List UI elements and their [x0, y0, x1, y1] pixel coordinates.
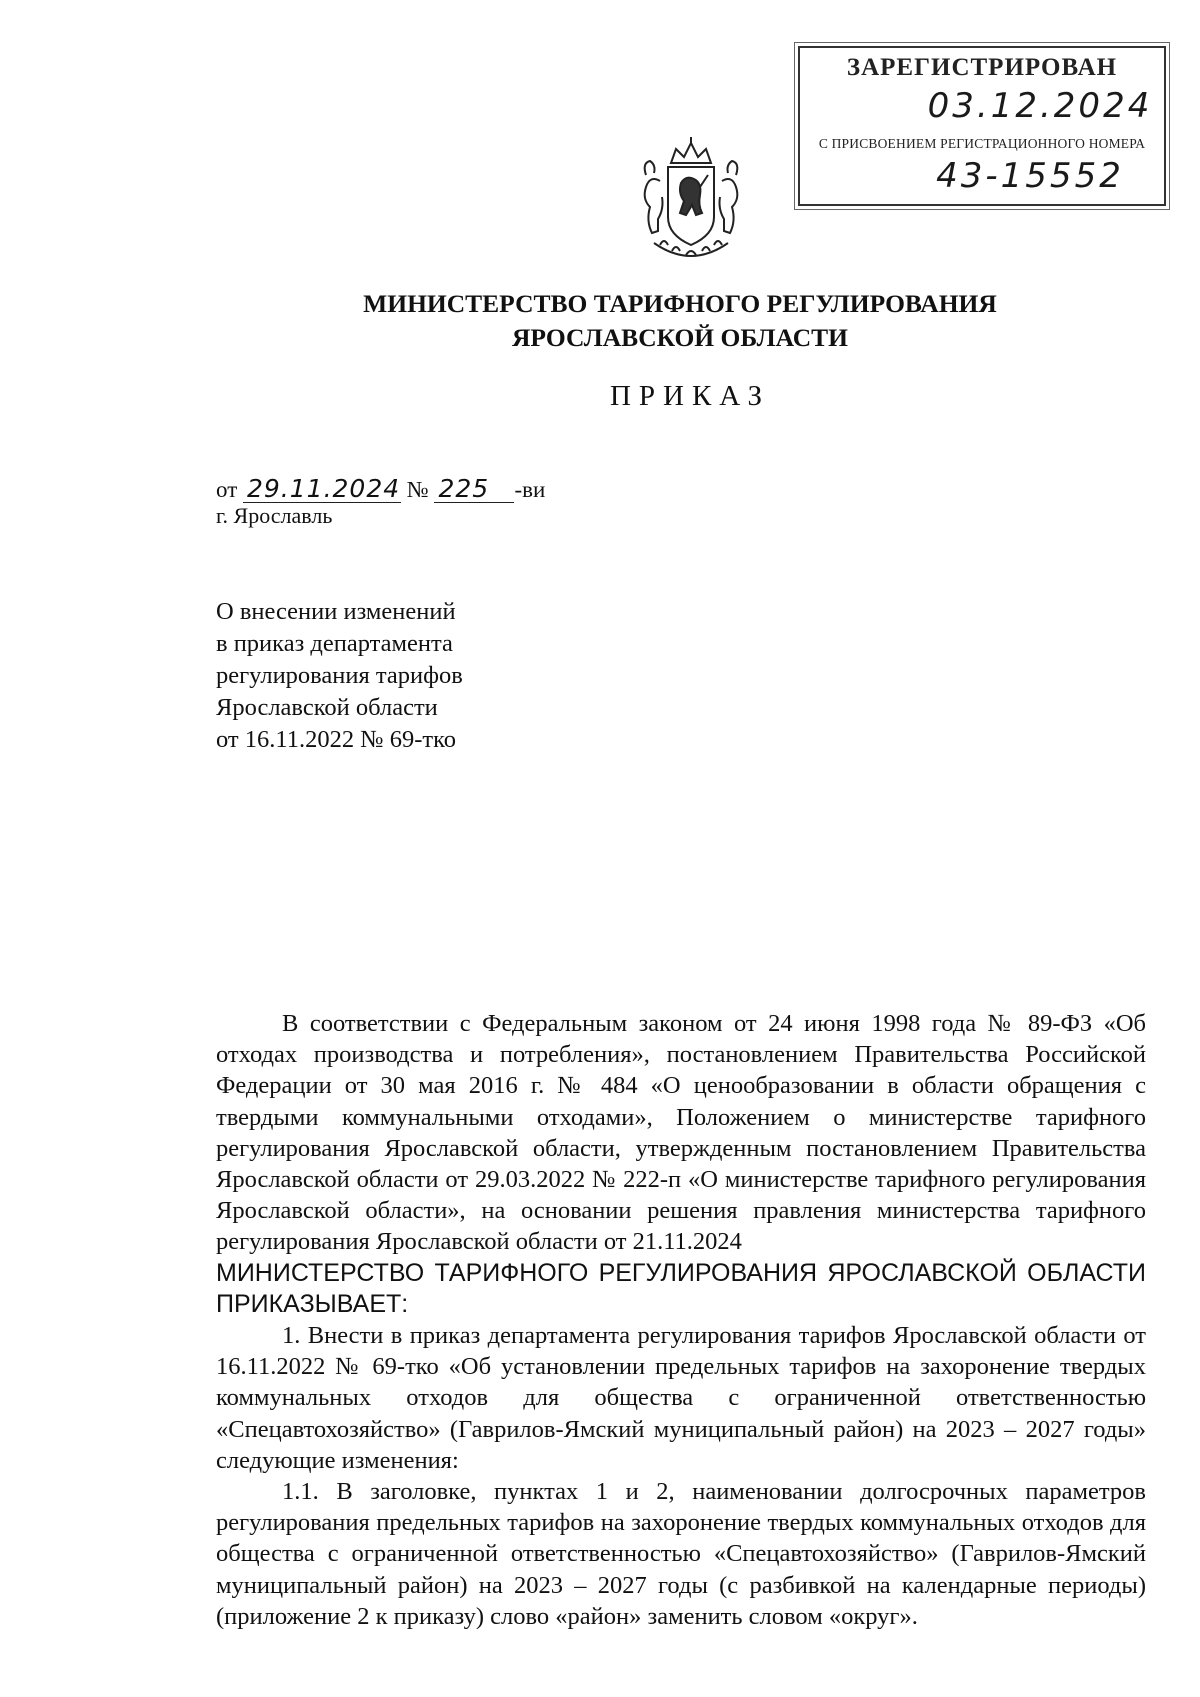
document-type-title: ПРИКАЗ — [609, 380, 771, 412]
subject-line: Ярославской области — [216, 694, 438, 721]
subject-line: от 16.11.2022 № 69-тко — [216, 726, 456, 753]
order-body — [216, 1008, 1146, 1632]
preamble-paragraph: В соответствии с Федеральным законом от 24 июня 1998 года № 89-ФЗ «Об отходах производства и потребления», постановлением Правительства Российской Федерации от 30 мая 2016 г. № 484 «О ценообразовании в области обращения с твердыми коммунальными отходами», Положением о министерстве тарифного регулирования Ярославской области, утвержденным постановлением Правительства Ярославской области от 29.03.2022 № 222-п «О министерстве тарифного регулирования Ярославской области», на основании решения правления министерства тарифного регулирования Ярославской области от 21.11.2024 — [216, 1010, 1146, 1256]
subject-line: регулирования тарифов — [216, 662, 463, 689]
ministry-name-line1: МИНИСТЕРСТВО ТАРИФНОГО РЕГУЛИРОВАНИЯ — [363, 289, 997, 318]
subject-line: О внесении изменений — [216, 598, 456, 625]
ministry-name-line2: ЯРОСЛАВСКОЙ ОБЛАСТИ — [512, 323, 848, 352]
stamp-title: ЗАРЕГИСТРИРОВАН — [846, 54, 1118, 81]
item-1-1-paragraph: 1.1. В заголовке, пунктах 1 и 2, наименовании долгосрочных параметров регулирования предельных тарифов на захоронение твердых коммунальных отходов для общества с ограниченной ответственностью «Спецавтохозяйство» (Гаврилов-Ямский муниципальный район) на 2023 – 2027 годы (с разбивкой на календарные периоды) (приложение 2 к приказу) слово «район» заменить словом «округ». — [216, 1478, 1146, 1630]
coat-of-arms-icon — [616, 135, 766, 275]
stamp-handwritten-number: 43-15552 — [936, 156, 1124, 196]
item-1-paragraph: 1. Внести в приказ департамента регулирования тарифов Ярославской области от 16.11.2022 № 69-тко «Об установлении предельных тарифов на захоронение твердых коммунальных отходов для общества с ограниченной ответственностью «Спецавтохозяйство» (Гаврилов-Ямский муниципальный район) на 2023 – 2027 годы» следующие изменения: — [216, 1322, 1146, 1474]
order-date: 29.11.2024 — [243, 476, 401, 503]
city: г. Ярославль — [216, 503, 333, 528]
from-label: от — [216, 477, 238, 502]
order-number-suffix: -ви — [514, 477, 546, 502]
order-subject — [216, 596, 536, 756]
stamp-handwritten-date: 03.12.2024 — [927, 86, 1153, 126]
stamp-subtitle: С ПРИСВОЕНИЕМ РЕГИСТРАЦИОННОГО НОМЕРА — [818, 136, 1146, 151]
subject-line: в приказ департамента — [216, 630, 453, 657]
number-label: № — [406, 477, 429, 502]
orders-paragraph: МИНИСТЕРСТВО ТАРИФНОГО РЕГУЛИРОВАНИЯ ЯРОСЛАВСКОЙ ОБЛАСТИ ПРИКАЗЫВАЕТ: — [216, 1258, 1146, 1318]
order-number: 225 — [434, 476, 514, 503]
order-date-line — [216, 476, 545, 503]
registration-stamp — [798, 46, 1166, 206]
